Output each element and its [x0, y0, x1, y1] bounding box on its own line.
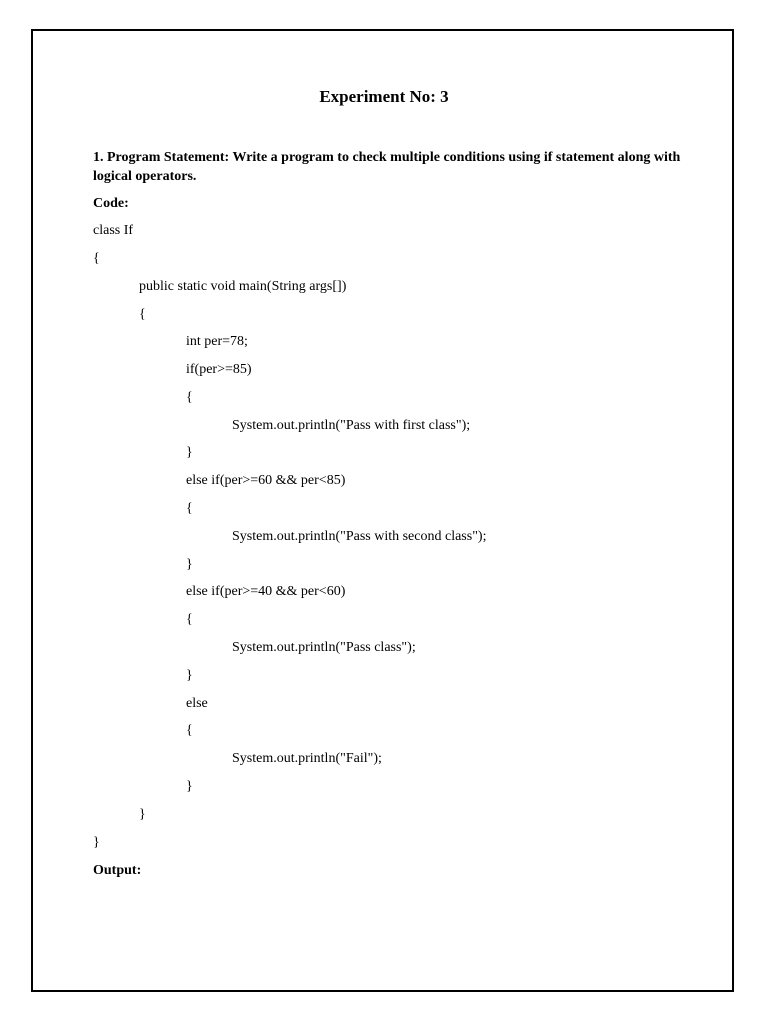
code-line: {: [139, 307, 146, 322]
code-line: System.out.println("Pass class");: [232, 640, 416, 655]
program-statement: 1. Program Statement: Write a program to check multiple conditions using if statement along with logical operators.: [93, 150, 681, 184]
code-line: System.out.println("Fail");: [232, 751, 382, 766]
code-line: }: [186, 557, 193, 572]
code-line: {: [186, 723, 193, 738]
page-title: Experiment No: 3: [319, 87, 449, 106]
code-line: }: [186, 668, 193, 683]
code-line: }: [139, 807, 146, 822]
code-line: public static void main(String args[]): [139, 279, 347, 294]
code-line: {: [186, 612, 193, 627]
code-line: else: [186, 696, 208, 711]
code-line: {: [186, 501, 193, 516]
code-line: class If: [93, 223, 134, 238]
code-line: else if(per>=60 && per<85): [186, 473, 346, 488]
code-line: }: [93, 835, 100, 850]
code-line: System.out.println("Pass with first class");: [232, 418, 471, 433]
code-line: System.out.println("Pass with second class");: [232, 529, 487, 544]
output-label: Output:: [93, 863, 142, 878]
code-line: }: [186, 779, 193, 794]
code-line: }: [186, 445, 193, 460]
code-line: {: [93, 251, 100, 266]
code-line: int per=78;: [186, 334, 248, 349]
code-line: {: [186, 390, 193, 405]
code-line: else if(per>=40 && per<60): [186, 584, 346, 599]
code-line: if(per>=85): [186, 362, 252, 377]
code-label: Code:: [93, 196, 129, 211]
